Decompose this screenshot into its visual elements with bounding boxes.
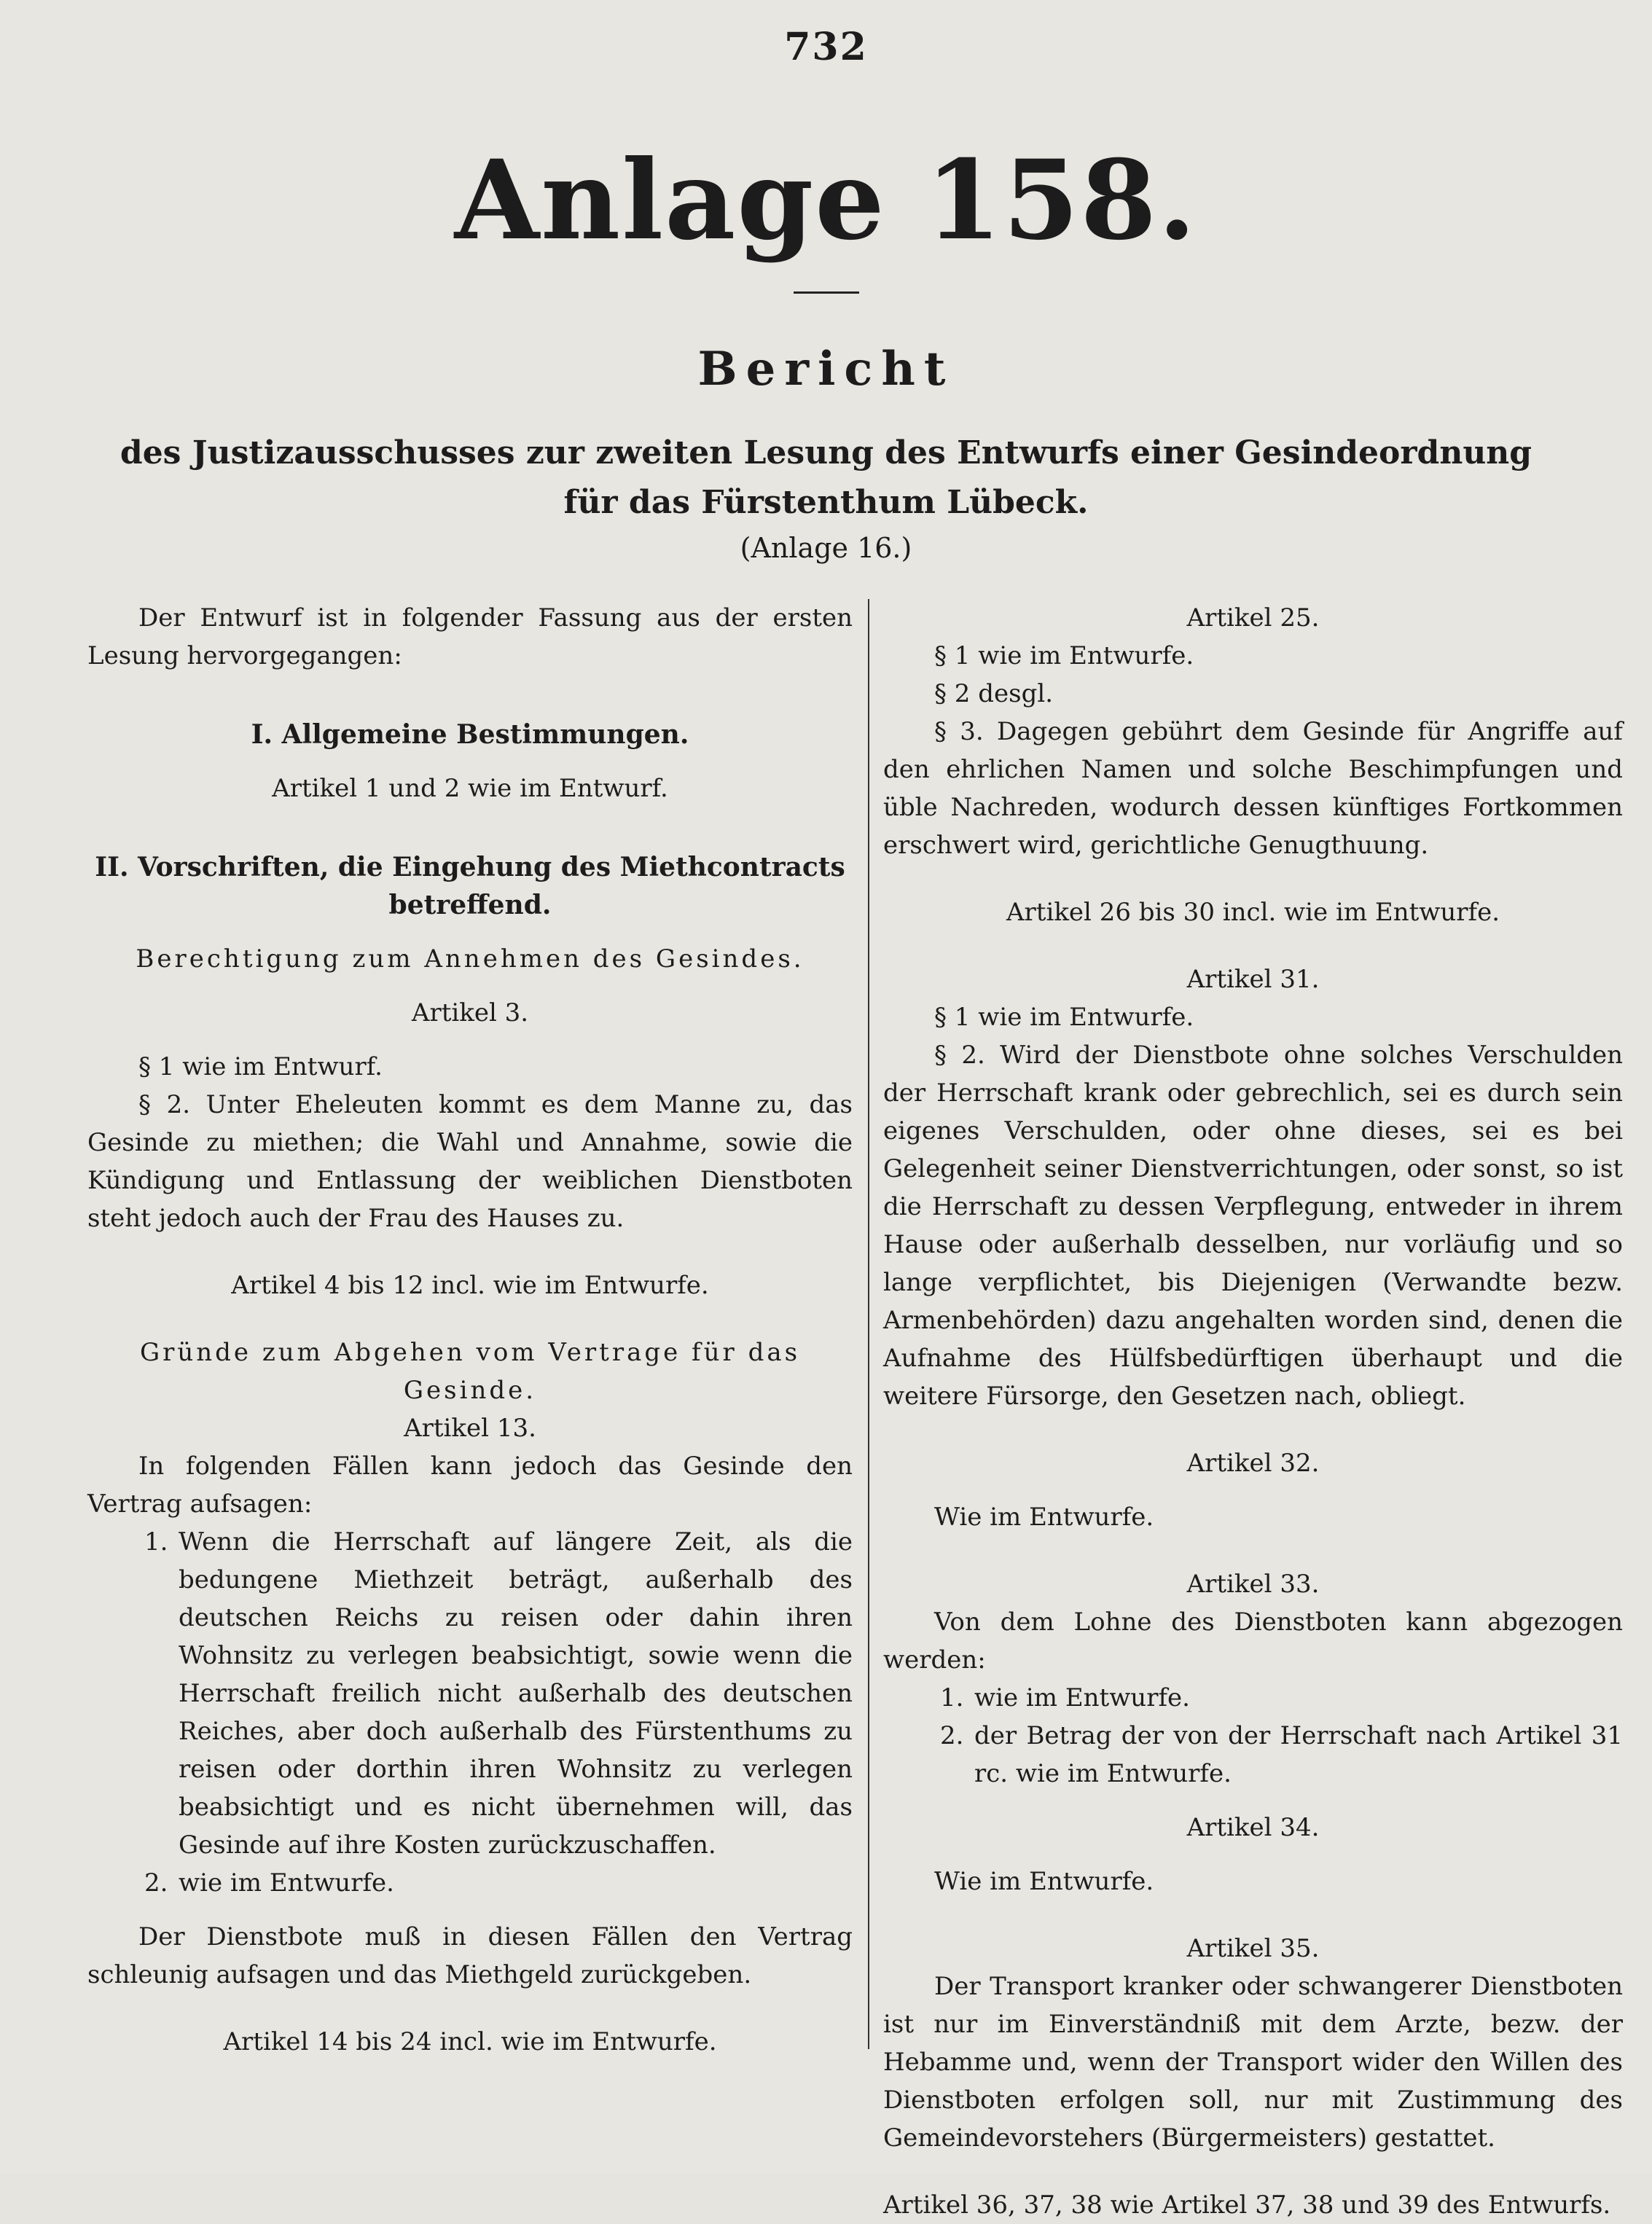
- article-paragraph: § 1 wie im Entwurf.: [138, 1052, 383, 1081]
- list-item: [87, 1523, 853, 1864]
- article-heading: Artikel 35.: [1186, 1934, 1320, 1963]
- list-item-number: 2.: [940, 1721, 964, 1750]
- list-item-text: wie im Entwurfe.: [974, 1683, 1190, 1712]
- document-header: [73, 136, 1579, 565]
- list-item-number: 1.: [940, 1683, 964, 1712]
- article-paragraph: § 1 wie im Entwurfe.: [934, 641, 1194, 670]
- article-heading: Artikel 33.: [1186, 1570, 1320, 1599]
- subheading-termination-grounds: Gründe zum Abgehen vom Vertrage für das Gesinde.: [139, 1338, 801, 1405]
- article-paragraph: In folgenden Fällen kann jedoch das Gesinde den Vertrag aufsagen:: [87, 1452, 853, 1519]
- article-paragraph: Wie im Entwurfe.: [934, 1867, 1154, 1896]
- column-divider: [868, 599, 869, 2049]
- article-paragraph: Von dem Lohne des Dienstboten kann abgezogen werden:: [883, 1608, 1623, 1675]
- list-item: [883, 1679, 1623, 1717]
- title-divider-rule: [794, 291, 859, 294]
- article-33-list: [883, 1679, 1623, 1793]
- list-item: [883, 1717, 1623, 1793]
- article-paragraph: § 1 wie im Entwurfe.: [934, 1003, 1194, 1032]
- article-paragraph: § 2. Wird der Dienstbote ohne solches Verschulden der Herrschaft krank oder gebrechlich, sei es durch sein eigenes Verschulden, oder ohne dieses, sei es bei Gelegenheit seiner Dienstverrichtungen, oder sonst, so ist die Herrschaft zu dessen Verpflegung, entweder in ihrem Hause oder außerhalb desselben, nur vorläufig und so lange verpflichtet, bis Diejenigen (Verwandte bezw. Armenbehörden) dazu angehalten worden sind, denen die Aufnahme des Hülfsbedürftigen überhaupt und die weitere Fürsorge, den Gesetzen nach, obliegt.: [883, 1041, 1623, 1411]
- article-range-text: Artikel 4 bis 12 incl. wie im Entwurfe.: [231, 1271, 709, 1300]
- article-heading: Artikel 31.: [1186, 965, 1320, 994]
- article-heading: Artikel 13.: [404, 1414, 536, 1443]
- list-item-number: 1.: [144, 1527, 168, 1557]
- article-paragraph: § 2 desgl.: [934, 679, 1054, 708]
- article-range-text: Artikel 26 bis 30 incl. wie im Entwurfe.: [1006, 898, 1500, 927]
- report-heading: Bericht: [697, 342, 955, 396]
- article-heading: Artikel 25.: [1186, 603, 1320, 633]
- left-column: [87, 599, 853, 2061]
- article-paragraph: Der Dienstbote muß in diesen Fällen den Vertrag schleunig aufsagen und das Miethgeld zurückgeben.: [87, 1922, 853, 1989]
- report-subtitle: des Justizausschusses zur zweiten Lesung des Entwurfs einer Gesindeordnung für das Fürstenthum Lübeck.: [120, 434, 1532, 522]
- article-range-text: Artikel 14 bis 24 incl. wie im Entwurfe.: [223, 2027, 717, 2056]
- article-paragraph: Der Transport kranker oder schwangerer Dienstboten ist nur im Einverständniß mit dem Arzte, bezw. der Hebamme und, wenn der Transport wider den Willen des Dienstboten erfolgen soll, nur mit Zustimmung des Gemeindevorstehers (Bürgermeisters) gestattet.: [883, 1972, 1623, 2153]
- list-item: [87, 1864, 853, 1902]
- article-13-list: [87, 1523, 853, 1902]
- report-reference: (Anlage 16.): [740, 532, 912, 565]
- list-item-text: der Betrag der von der Herrschaft nach Artikel 31 rc. wie im Entwurfe.: [974, 1721, 1623, 1788]
- section-general-text: Artikel 1 und 2 wie im Entwurf.: [272, 774, 668, 803]
- article-heading: Artikel 32.: [1186, 1449, 1320, 1478]
- list-item-text: Wenn die Herrschaft auf längere Zeit, als die bedungene Miethzeit beträgt, außerhalb des deutschen Reichs zu reisen oder dahin ihren Wohnsitz zu verlegen beabsichtigt, sowie wenn die Herrschaft freilich nicht außerhalb des deutschen Reiches, aber doch außerhalb des Fürstenthums zu reisen oder dorthin ihren Wohnsitz zu verlegen beabsichtigt und es nicht übernehmen will, das Gesinde auf ihre Kosten zurückzuschaffen.: [179, 1527, 853, 1860]
- list-item-text: wie im Entwurfe.: [179, 1868, 394, 1898]
- annex-title: Anlage 158.: [454, 136, 1198, 265]
- section-heading-contract: II. Vorschriften, die Eingehung des Miethcontracts betreffend.: [95, 852, 845, 920]
- article-paragraph: § 3. Dagegen gebührt dem Gesinde für Angriffe auf den ehrlichen Namen und solche Beschimpfungen und üble Nachreden, wodurch dessen künftiges Fortkommen erschwert wird, gerichtliche Genugthuung.: [883, 717, 1623, 860]
- list-item-number: 2.: [144, 1868, 168, 1898]
- article-paragraph: Wie im Entwurfe.: [934, 1503, 1154, 1532]
- article-heading: Artikel 34.: [1186, 1813, 1320, 1842]
- article-range-text: Artikel 36, 37, 38 wie Artikel 37, 38 und 39 des Entwurfs.: [883, 2190, 1611, 2220]
- intro-paragraph: Der Entwurf ist in folgender Fassung aus der ersten Lesung hervorgegangen:: [87, 603, 853, 670]
- page-number: 732: [784, 25, 868, 69]
- article-heading: Artikel 3.: [411, 998, 529, 1027]
- subheading-hiring-authority: Berechtigung zum Annehmen des Gesindes.: [136, 944, 805, 974]
- section-heading-general: I. Allgemeine Bestimmungen.: [251, 719, 689, 750]
- article-paragraph: § 2. Unter Eheleuten kommt es dem Manne zu, das Gesinde zu miethen; die Wahl und Annahme, sowie die Kündigung und Entlassung der weiblichen Dienstboten steht jedoch auch der Frau des Hauses zu.: [87, 1090, 853, 1233]
- right-column: [883, 599, 1623, 2224]
